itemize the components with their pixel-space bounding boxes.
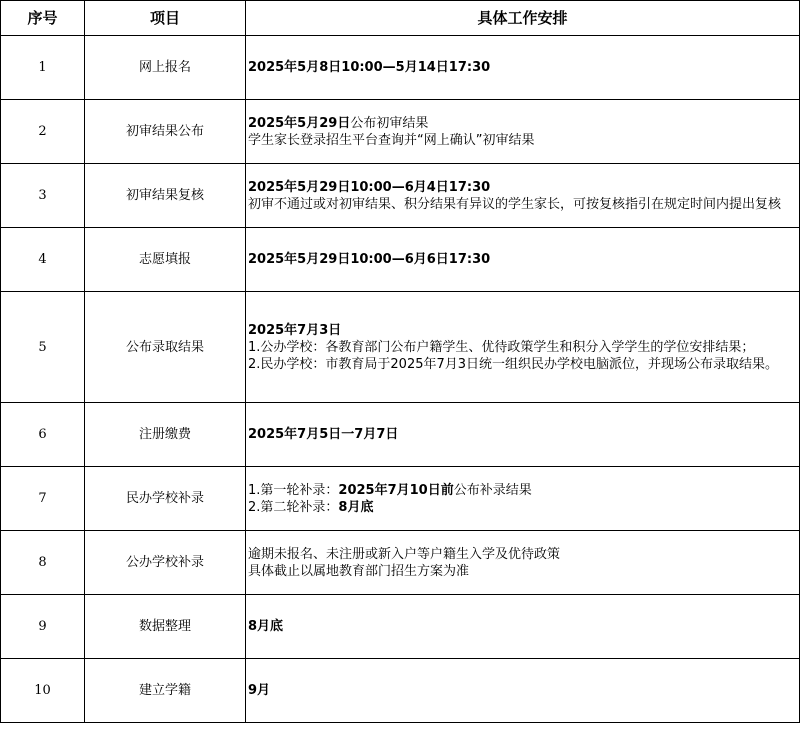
- arrangement-line: [248, 499, 797, 516]
- row-item: 初审结果公布: [85, 100, 246, 164]
- header-seq: 序号: [1, 1, 85, 36]
- row-number: 4: [1, 228, 85, 292]
- row-number: 5: [1, 292, 85, 403]
- table-row: [1, 164, 800, 228]
- row-item: 志愿填报: [85, 228, 246, 292]
- row-number: 3: [1, 164, 85, 228]
- arrangement-line: [248, 482, 797, 499]
- arrangement-text: 2025年5月29日10:00—6月6日17:30: [248, 252, 491, 267]
- arrangement-line: [248, 546, 797, 563]
- arrangement-line: [248, 251, 797, 268]
- arrangement-text: 8月底: [338, 499, 374, 515]
- table-row: [1, 595, 800, 659]
- arrangement-line: [248, 618, 797, 635]
- arrangement-text: 9月: [248, 683, 271, 698]
- arrangement-text: 公布初审结果: [350, 115, 429, 131]
- row-arrangement: [246, 467, 800, 531]
- arrangement-line: [248, 179, 797, 196]
- arrangement-text: 初审不通过或对初审结果、积分结果有异议的学生家长，可按复核指引在规定时间内提出复核: [248, 196, 782, 212]
- arrangement-line: [248, 59, 797, 76]
- table-row: [1, 403, 800, 467]
- arrangement-line: [248, 322, 797, 339]
- row-arrangement: [246, 403, 800, 467]
- arrangement-text: 2025年5月29日: [248, 115, 351, 131]
- row-arrangement: [246, 595, 800, 659]
- row-item: 民办学校补录: [85, 467, 246, 531]
- header-arrangement: 具体工作安排: [246, 1, 800, 36]
- arrangement-text: 具体截止以属地教育部门招生方案为准: [248, 563, 470, 579]
- arrangement-line: [248, 682, 797, 699]
- arrangement-line: [248, 426, 797, 443]
- arrangement-text: 2.民办学校：市教育局于2025年7月3日统一组织民办学校电脑派位，并现场公布录取结果。: [248, 356, 779, 372]
- row-arrangement: [246, 659, 800, 723]
- row-number: 2: [1, 100, 85, 164]
- arrangement-text: 2.第二轮补录：: [248, 499, 339, 515]
- header-row: [1, 1, 800, 36]
- table-row: [1, 228, 800, 292]
- arrangement-line: [248, 132, 797, 149]
- arrangement-text: 逾期未报名、未注册或新入户等户籍生入学及优待政策: [248, 546, 561, 562]
- row-item: 数据整理: [85, 595, 246, 659]
- arrangement-text: 1.第一轮补录：: [248, 482, 339, 498]
- table-row: [1, 467, 800, 531]
- arrangement-line: [248, 196, 797, 213]
- arrangement-line: [248, 339, 797, 356]
- arrangement-text: 2025年5月29日10:00—6月4日17:30: [248, 179, 491, 195]
- arrangement-text: 1.公办学校：各教育部门公布户籍学生、优待政策学生和积分入学学生的学位安排结果；: [248, 339, 755, 355]
- arrangement-text: 公布补录结果: [453, 482, 532, 498]
- arrangement-text: 2025年5月8日10:00—5月14日17:30: [248, 60, 491, 75]
- arrangement-line: [248, 115, 797, 132]
- table-row: [1, 659, 800, 723]
- row-arrangement: [246, 36, 800, 100]
- row-number: 8: [1, 531, 85, 595]
- header-item: 项目: [85, 1, 246, 36]
- arrangement-line: [248, 356, 797, 373]
- table-row: [1, 292, 800, 403]
- row-number: 7: [1, 467, 85, 531]
- row-item: 网上报名: [85, 36, 246, 100]
- row-arrangement: [246, 228, 800, 292]
- row-number: 10: [1, 659, 85, 723]
- arrangement-text: 2025年7月3日: [248, 322, 342, 338]
- row-number: 1: [1, 36, 85, 100]
- table-row: [1, 36, 800, 100]
- arrangement-text: 8月底: [248, 619, 284, 634]
- arrangement-text: 学生家长登录招生平台查询并“网上确认”初审结果: [248, 132, 535, 148]
- row-number: 6: [1, 403, 85, 467]
- row-item: 公办学校补录: [85, 531, 246, 595]
- row-number: 9: [1, 595, 85, 659]
- row-arrangement: [246, 164, 800, 228]
- arrangement-text: 2025年7月10日前: [338, 482, 454, 498]
- row-item: 建立学籍: [85, 659, 246, 723]
- row-arrangement: [246, 531, 800, 595]
- table-row: [1, 531, 800, 595]
- row-arrangement: [246, 292, 800, 403]
- arrangement-text: 2025年7月5日一7月7日: [248, 427, 399, 442]
- row-item: 初审结果复核: [85, 164, 246, 228]
- row-arrangement: [246, 100, 800, 164]
- arrangement-line: [248, 563, 797, 580]
- row-item: 公布录取结果: [85, 292, 246, 403]
- row-item: 注册缴费: [85, 403, 246, 467]
- schedule-body: [1, 36, 800, 723]
- table-row: [1, 100, 800, 164]
